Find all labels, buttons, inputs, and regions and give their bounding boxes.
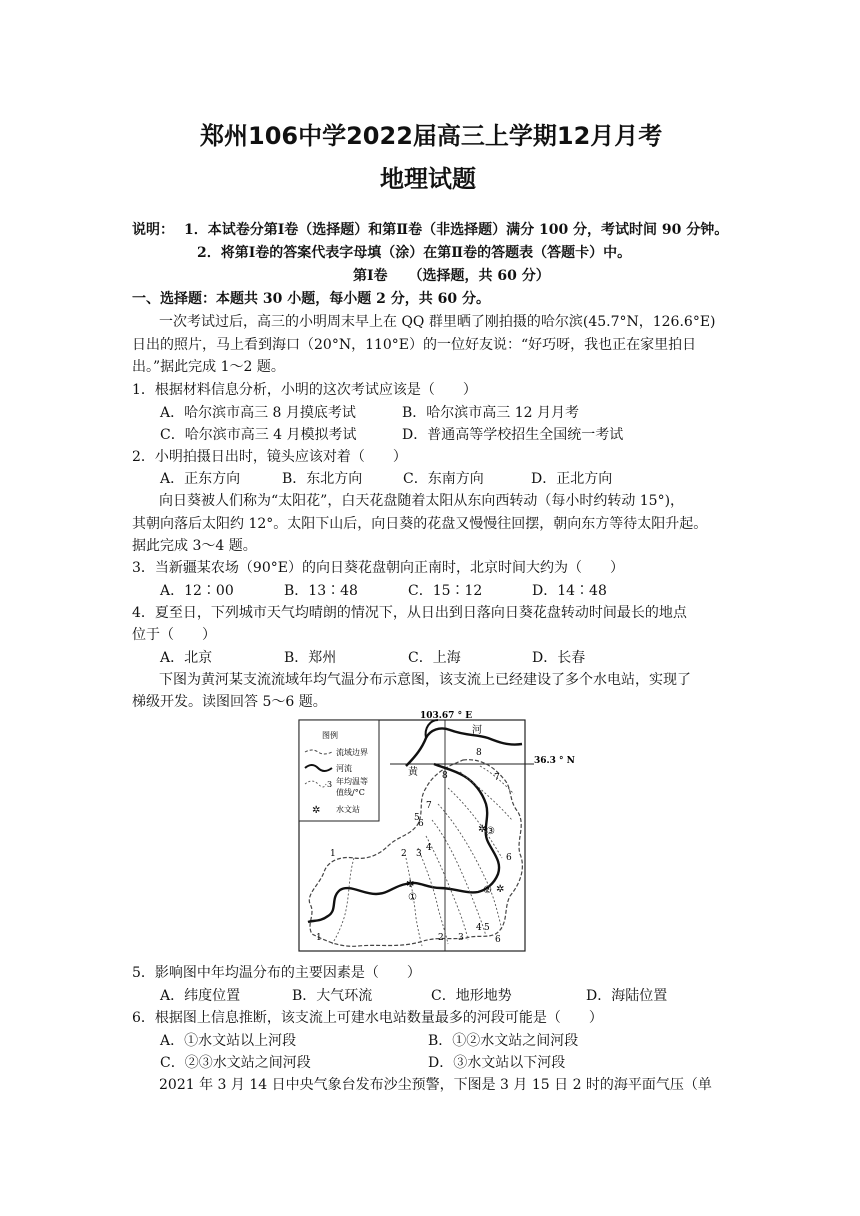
isotherm-value: 4 xyxy=(426,843,432,853)
question-6-option-a: A．①水文站以上河段 xyxy=(160,1033,297,1049)
question-5-stem: 5．影响图中年均温分布的主要因素是（ ） xyxy=(132,965,421,981)
station-icon: ✲ xyxy=(406,879,415,890)
question-1-option-b: B．哈尔滨市高三 12 月月考 xyxy=(402,405,580,421)
isotherm-value: 6 xyxy=(418,819,424,829)
legend-river-label: 河流 xyxy=(336,764,352,773)
question-4-option-b: B．郑州 xyxy=(284,650,337,666)
instruction-item-2: 2．将第Ⅰ卷的答案代表字母填（涂）在第Ⅱ卷的答题表（答题卡）中。 xyxy=(197,245,632,261)
instructions-label: 说明： xyxy=(132,222,174,238)
isotherm-value: 7 xyxy=(426,801,432,811)
passage-3-line-1: 下图为黄河某支流流域年均气温分布示意图，该支流上已经建设了多个水电站，实现了 xyxy=(159,672,691,688)
question-4-option-a: A．北京 xyxy=(160,650,213,666)
section-heading: 第Ⅰ卷 （选择题，共 60 分） xyxy=(353,268,550,284)
part-heading: 一、选择题：本题共 30 小题，每小题 2 分，共 60 分。 xyxy=(132,291,490,307)
station-3-label: ③ xyxy=(486,826,495,837)
isotherm-map xyxy=(298,708,575,952)
question-1-option-d: D．普通高等学校招生全国统一考试 xyxy=(402,427,624,443)
station-2-label: ② xyxy=(483,885,492,896)
station-icon: ✲ xyxy=(478,824,487,835)
question-6-option-c: C．②③水文站之间河段 xyxy=(160,1055,311,1071)
question-1-option-c: C．哈尔滨市高三 4 月模拟考试 xyxy=(160,427,357,443)
passage-2-line-2: 其朝向落后太阳约 12°。太阳下山后，向日葵的花盘又慢慢往回摆，朝向东方等待太阳升起。 xyxy=(132,516,708,532)
isotherm-value: 7 xyxy=(494,773,500,783)
legend-boundary-label: 流域边界 xyxy=(336,748,368,757)
question-4-option-c: C．上海 xyxy=(408,650,461,666)
question-2-option-d: D．正北方向 xyxy=(531,471,613,487)
page-title: 郑州106中学2022届高三上学期12月月考 xyxy=(200,122,663,150)
passage-4-line-1: 2021 年 3 月 14 日中央气象台发布沙尘预警，下图是 3 月 15 日 2 时的海平面气压（单 xyxy=(159,1077,712,1093)
isotherm-value: 4 xyxy=(476,923,482,933)
station-icon: ✲ xyxy=(312,805,321,816)
question-4-stem-line-1: 4．夏至日，下列城市天气均晴朗的情况下，从日出到日落向日葵花盘转动时间最长的地点 xyxy=(132,605,687,621)
isotherm-value: 1 xyxy=(330,849,336,859)
question-3-stem: 3．当新疆某农场（90°E）的向日葵花盘朝向正南时，北京时间大约为（ ） xyxy=(132,560,624,576)
passage-1-line-2: 日出的照片，马上看到海口（20°N，110°E）的一位好友说：“好巧呀，我也正在家里拍日 xyxy=(132,337,697,353)
legend-isotherm-label-1: 年均温等 xyxy=(336,777,368,786)
legend-station-label: 水文站 xyxy=(336,805,360,814)
question-3-option-d: D．14∶48 xyxy=(532,583,607,599)
isotherm-value: 2 xyxy=(438,933,444,943)
isotherm-value: 5 xyxy=(484,923,490,933)
latitude-label: 36.3 ° N xyxy=(534,756,575,766)
question-5-option-c: C．地形地势 xyxy=(431,988,512,1004)
station-1-label: ① xyxy=(408,892,417,903)
question-3-option-b: B．13∶48 xyxy=(284,583,358,599)
isotherm-value: 6 xyxy=(506,853,512,863)
question-6-option-b: B．①②水文站之间河段 xyxy=(428,1033,579,1049)
passage-2-line-3: 据此完成 3～4 题。 xyxy=(132,538,257,554)
question-5-option-b: B．大气环流 xyxy=(292,988,373,1004)
legend-title: 图例 xyxy=(322,731,338,740)
question-6-option-d: D．③水文站以下河段 xyxy=(428,1055,566,1071)
isotherm-value: 3 xyxy=(416,849,422,859)
legend-isotherm-label-2: 值线/°C xyxy=(336,788,365,797)
longitude-label: 103.67 ° E xyxy=(420,711,473,721)
question-2-stem: 2．小明拍摄日出时，镜头应该对着（ ） xyxy=(132,449,407,465)
passage-1-line-3: 出。”据此完成 1～2 题。 xyxy=(132,359,285,375)
isotherm-value: 5 xyxy=(414,813,420,823)
river-label-huang: 黄 xyxy=(408,767,418,778)
question-2-option-a: A．正东方向 xyxy=(160,471,241,487)
question-2-option-c: C．东南方向 xyxy=(403,471,484,487)
passage-3-line-2: 梯级开发。读图回答 5～6 题。 xyxy=(132,694,327,710)
page-subtitle: 地理试题 xyxy=(380,165,476,193)
question-4-option-d: D．长春 xyxy=(532,650,586,666)
question-6-stem: 6．根据图上信息推断，该支流上可建水电站数量最多的河段可能是（ ） xyxy=(132,1010,603,1026)
question-1-option-a: A．哈尔滨市高三 8 月摸底考试 xyxy=(160,405,356,421)
question-3-option-a: A．12∶00 xyxy=(160,583,234,599)
question-4-stem-line-2: 位于（ ） xyxy=(132,627,216,643)
passage-1-line-1: 一次考试过后，高三的小明周末早上在 QQ 群里晒了刚拍摄的哈尔滨(45.7°N，126.6°E) xyxy=(159,314,716,330)
legend-isotherm-number: 3 xyxy=(327,780,333,789)
isotherm-value: 3 xyxy=(458,933,464,943)
question-5-option-d: D．海陆位置 xyxy=(586,988,668,1004)
instruction-item-1: 1．本试卷分第Ⅰ卷（选择题）和第Ⅱ卷（非选择题）满分 100 分，考试时间 90 分钟。 xyxy=(184,222,729,238)
station-icon: ✲ xyxy=(496,884,505,895)
question-5-option-a: A．纬度位置 xyxy=(160,988,241,1004)
question-3-option-c: C．15∶12 xyxy=(408,583,483,599)
passage-2-line-1: 向日葵被人们称为“太阳花”，白天花盘随着太阳从东向西转动（每小时约转动 15°)， xyxy=(159,493,685,509)
isotherm-value: 8 xyxy=(442,771,448,781)
question-1-stem: 1．根据材料信息分析，小明的这次考试应该是（ ） xyxy=(132,382,477,398)
isotherm-value: 8 xyxy=(476,748,482,758)
question-2-option-b: B．东北方向 xyxy=(282,471,363,487)
isotherm-value: 1 xyxy=(316,933,322,943)
isotherm-value: 2 xyxy=(401,849,407,859)
isotherm-value: 6 xyxy=(495,935,501,945)
river-label-he: 河 xyxy=(472,725,482,736)
